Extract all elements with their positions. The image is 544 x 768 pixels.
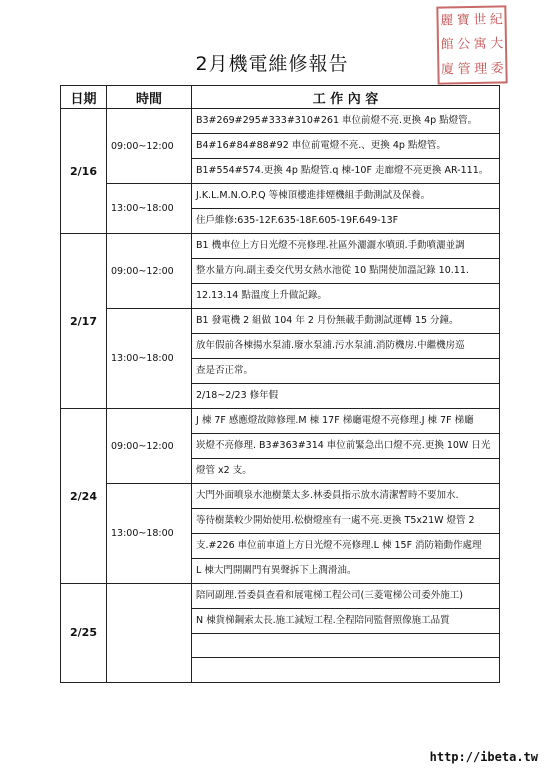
header-work: 工 作 內 容 — [192, 86, 500, 109]
table-row — [61, 484, 500, 509]
date-cell: 2/25 — [61, 584, 107, 683]
work-cell: 支.#226 車位前車道上方日光燈不亮修理.L 棟 15F 消防箱動作處理 — [192, 534, 500, 559]
work-cell: L 棟大門開關門有異聲拆下上潤滑油。 — [192, 559, 500, 584]
work-cell — [192, 634, 500, 658]
table-row — [61, 409, 500, 434]
time-cell: 09:00~12:00 — [107, 109, 192, 184]
work-cell: 崁燈不亮修理. B3#363#314 車位前緊急出口燈不亮.更換 10W 日光 — [192, 434, 500, 459]
source-url: http://ibeta.tw — [429, 750, 538, 764]
work-cell: J 棟 7F 感應燈故障修理.M 棟 17F 梯廳電燈不亮修理.J 棟 7F 梯廳 — [192, 409, 500, 434]
work-cell: 燈管 x2 支。 — [192, 459, 500, 484]
header-time: 時間 — [107, 86, 192, 109]
management-committee-seal: 麗 寶 世 紀 館 公 寓 大 廈 管 理 委 — [436, 5, 507, 84]
page-title: 2月機電維修報告 — [195, 53, 349, 75]
work-cell: 查是否正常。 — [192, 359, 500, 384]
work-cell: B3#269#295#333#310#261 車位前燈不亮.更換 4p 點燈管。 — [192, 109, 500, 134]
table-row — [61, 234, 500, 259]
table-row — [61, 184, 500, 209]
time-cell: 09:00~12:00 — [107, 234, 192, 309]
table-body — [61, 109, 500, 683]
time-cell — [107, 584, 192, 683]
work-cell: 等待樹葉較少開始使用.松樹燈座有一處不亮.更換 T5x21W 燈管 2 — [192, 509, 500, 534]
work-cell: 整水量方向.副主委交代男女熱水池從 10 點開使加溫記錄 10.11. — [192, 259, 500, 284]
work-cell: B1 發電機 2 組做 104 年 2 月份無載手動測試運轉 15 分鐘。 — [192, 309, 500, 334]
time-cell: 13:00~18:00 — [107, 184, 192, 234]
date-cell: 2/16 — [61, 109, 107, 234]
header-date: 日期 — [61, 86, 107, 109]
table-row — [61, 109, 500, 134]
work-cell: 陪同副理.晉委員查看和展電梯工程公司(三菱電梯公司委外施工) — [192, 584, 500, 609]
time-cell: 09:00~12:00 — [107, 409, 192, 484]
date-cell: 2/24 — [61, 409, 107, 584]
table-row — [61, 584, 500, 609]
work-cell: J.K.L.M.N.O.P.Q 等棟頂樓進排煙機組手動測試及保養。 — [192, 184, 500, 209]
time-cell: 13:00~18:00 — [107, 484, 192, 584]
maintenance-table — [60, 85, 500, 683]
work-cell: 住戶維修:635-12F.635-18F.605-19F.649-13F — [192, 209, 500, 234]
work-cell: B1 機車位上方日光燈不亮修理.社區外灑灑水噴頭.手動噴灑並調 — [192, 234, 500, 259]
table-header-row — [61, 86, 500, 109]
work-cell: 大門外面噴泉水池樹葉太多.林委員指示放水清潔暫時不要加水. — [192, 484, 500, 509]
work-cell: N 棟貨梯鋼索太長.施工減短工程.全程陪同監督照像施工品質 — [192, 609, 500, 634]
work-cell: 放年假前各棟揚水泵浦.廢水泵浦.污水泵浦.消防機房.中繼機房巡 — [192, 334, 500, 359]
time-cell: 13:00~18:00 — [107, 309, 192, 409]
work-cell: 2/18~2/23 修年假 — [192, 384, 500, 409]
work-cell — [192, 658, 500, 682]
table-row — [61, 309, 500, 334]
work-cell: B1#554#574.更換 4p 點燈管.q 棟-10F 走廊燈不亮更換 AR-111。 — [192, 159, 500, 184]
work-cell: B4#16#84#88#92 車位前電燈不亮.、更換 4p 點燈管。 — [192, 134, 500, 159]
work-cell: 12.13.14 點溫度上升做記錄。 — [192, 284, 500, 309]
date-cell: 2/17 — [61, 234, 107, 409]
